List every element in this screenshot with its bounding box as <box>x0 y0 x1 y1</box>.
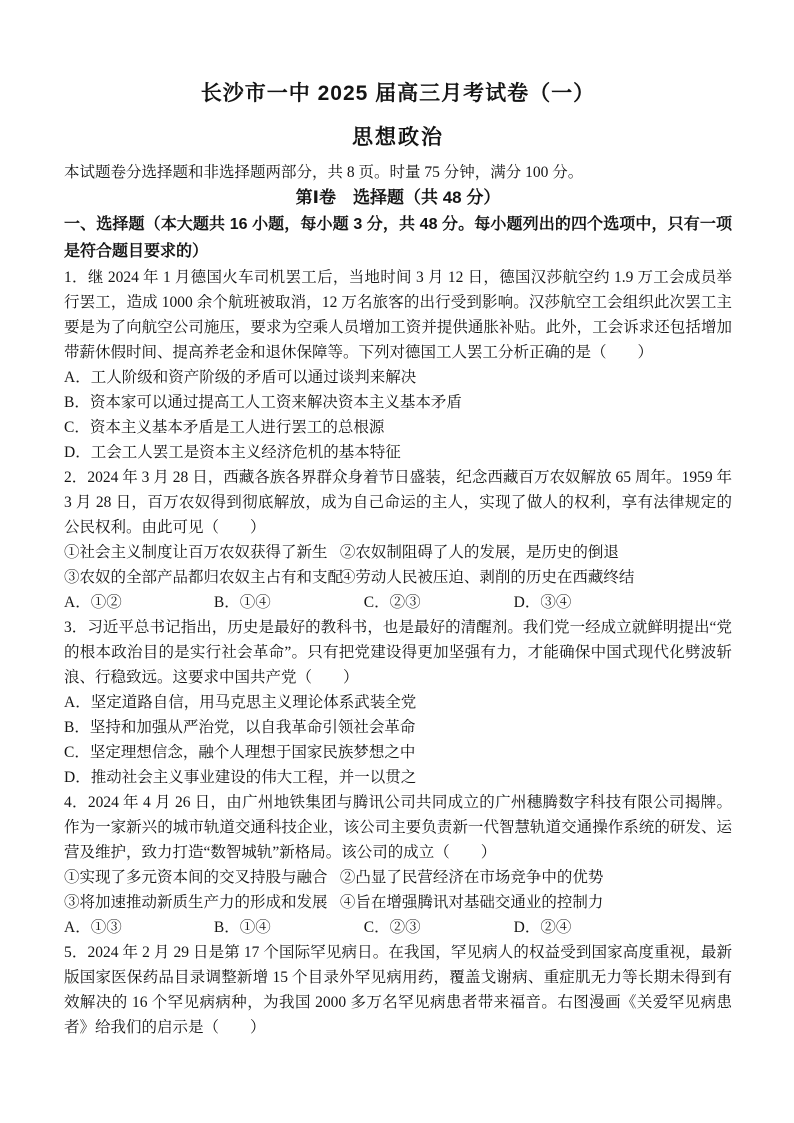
question-3-option-d: D．推动社会主义事业建设的伟大工程，并一以贯之 <box>64 769 417 786</box>
question-4 <box>64 790 732 940</box>
question-2-statement-3: ③农奴的全部产品都归农奴主占有和支配 <box>64 569 344 586</box>
question-4-statement-4: ④旨在增强腾讯对基础交通业的控制力 <box>339 894 604 911</box>
question-4-stem: 4．2024 年 4 月 26 日，由广州地铁集团与腾讯公司共同成立的广州穗腾数字科技有限公司揭牌。作为一家新兴的城市轨道交通科技企业，该公司主要负责新一代智慧轨道交通操作系统的研发、运营及维护，致力打造“数智城轨”新格局。该公司的成立（ ） <box>64 794 732 861</box>
question-4-choices <box>64 915 732 940</box>
question-4-choice-a: A．①③ <box>64 919 122 936</box>
question-3 <box>64 615 732 790</box>
question-5-stem: 5．2024 年 2 月 29 日是第 17 个国际罕见病日。在我国，罕见病人的权益受到国家高度重视，最新版国家医保药品目录调整新增 15 个目录外罕见病用药，覆盖戈谢病、重症肌无力等长期未得到有效解决的 16 个罕见病病种，为我国 2000 多万名罕见病患者带来福音。右图漫画《关爱罕见病患者》给我们的启示是（ ） <box>64 944 732 1036</box>
question-1-option-a: A．工人阶级和资产阶级的矛盾可以通过谈判来解决 <box>64 369 417 386</box>
question-4-statement-3: ③将加速推动新质生产力的形成和发展 <box>64 894 328 911</box>
question-1-options <box>64 365 732 465</box>
question-2-statement-4: ④劳动人民被压迫、剥削的历史在西藏终结 <box>339 569 635 586</box>
question-2-statement-2: ②农奴制阻碍了人的发展，是历史的倒退 <box>339 544 619 561</box>
question-4-choice-b: B．①④ <box>213 919 271 936</box>
question-4-statement-2: ②凸显了民营经济在市场竞争中的优势 <box>339 869 604 886</box>
question-2-stem: 2．2024 年 3 月 28 日，西藏各族各界群众身着节日盛装，纪念西藏百万农奴解放 65 周年。1959 年 3 月 28 日，百万农奴得到彻底解放，成为自己命运的主人，实现了做人的权利，享有法律规定的公民权利。由此可见（ ） <box>64 469 732 536</box>
question-2-choice-a: A．①② <box>64 594 122 611</box>
question-3-option-b: B．坚持和加强从严治党，以自我革命引领社会革命 <box>64 719 416 736</box>
question-1-option-c: C．资本主义基本矛盾是工人进行罢工的总根源 <box>64 419 385 436</box>
question-3-option-c: C．坚定理想信念，融个人理想于国家民族梦想之中 <box>64 744 416 761</box>
question-1-option-d: D．工会工人罢工是资本主义经济危机的基本特征 <box>64 444 401 461</box>
exam-intro: 本试题卷分选择题和非选择题两部分，共 8 页。时量 75 分钟，满分 100 分。 <box>64 164 584 181</box>
question-3-options <box>64 690 732 790</box>
question-2-statement-1: ①社会主义制度让百万农奴获得了新生 <box>64 544 328 561</box>
question-2-choice-d: D．③④ <box>513 594 572 611</box>
question-4-statements-row-1 <box>64 865 732 890</box>
question-2-statements-row-1 <box>64 540 732 565</box>
question-4-choice-c: C．②③ <box>363 919 421 936</box>
question-2-choices <box>64 590 732 615</box>
question-1-stem: 1．继 2024 年 1 月德国火车司机罢工后，当地时间 3 月 12 日，德国汉莎航空约 1.9 万工会成员举行罢工，造成 1000 余个航班被取消，12 万名旅客的出行受到影响。汉莎航空工会组织此次罢工主要是为了向航空公司施压，要求为空乘人员增加工资并提供通胀补贴。此外，工会诉求还包括增加带薪休假时间、提高养老金和退休保障等。下列对德国工人罢工分析正确的是（ ） <box>64 269 732 361</box>
question-2 <box>64 465 732 615</box>
question-4-statements-row-2 <box>64 890 732 915</box>
exam-subject: 思想政治 <box>352 126 444 149</box>
question-3-stem: 3．习近平总书记指出，历史是最好的教科书，也是最好的清醒剂。我们党一经成立就鲜明提出“党的根本政治目的是实行社会革命”。只有把党建设得更加坚强有力，才能确保中国式现代化劈波斩浪、行稳致远。这要求中国共产党（ ） <box>64 619 732 686</box>
part-1-instruction: 一、选择题（本大题共 16 小题，每小题 3 分，共 48 分。每小题列出的四个选项中，只有一项是符合题目要求的） <box>64 216 732 260</box>
question-1 <box>64 265 732 465</box>
question-4-choice-d: D．②④ <box>513 919 572 936</box>
question-2-choice-b: B．①④ <box>213 594 271 611</box>
question-4-statement-1: ①实现了多元资本间的交叉持股与融合 <box>64 869 328 886</box>
question-3-option-a: A．坚定道路自信，用马克思主义理论体系武装全党 <box>64 694 417 711</box>
section-1-title: 第Ⅰ卷 选择题（共 48 分） <box>295 188 501 207</box>
question-5 <box>64 940 732 1040</box>
question-1-option-b: B．资本家可以通过提高工人工资来解决资本主义基本矛盾 <box>64 394 462 411</box>
exam-title: 长沙市一中 2025 届高三月考试卷（一） <box>200 82 596 105</box>
question-2-statements-row-2 <box>64 565 732 590</box>
question-2-choice-c: C．②③ <box>363 594 421 611</box>
